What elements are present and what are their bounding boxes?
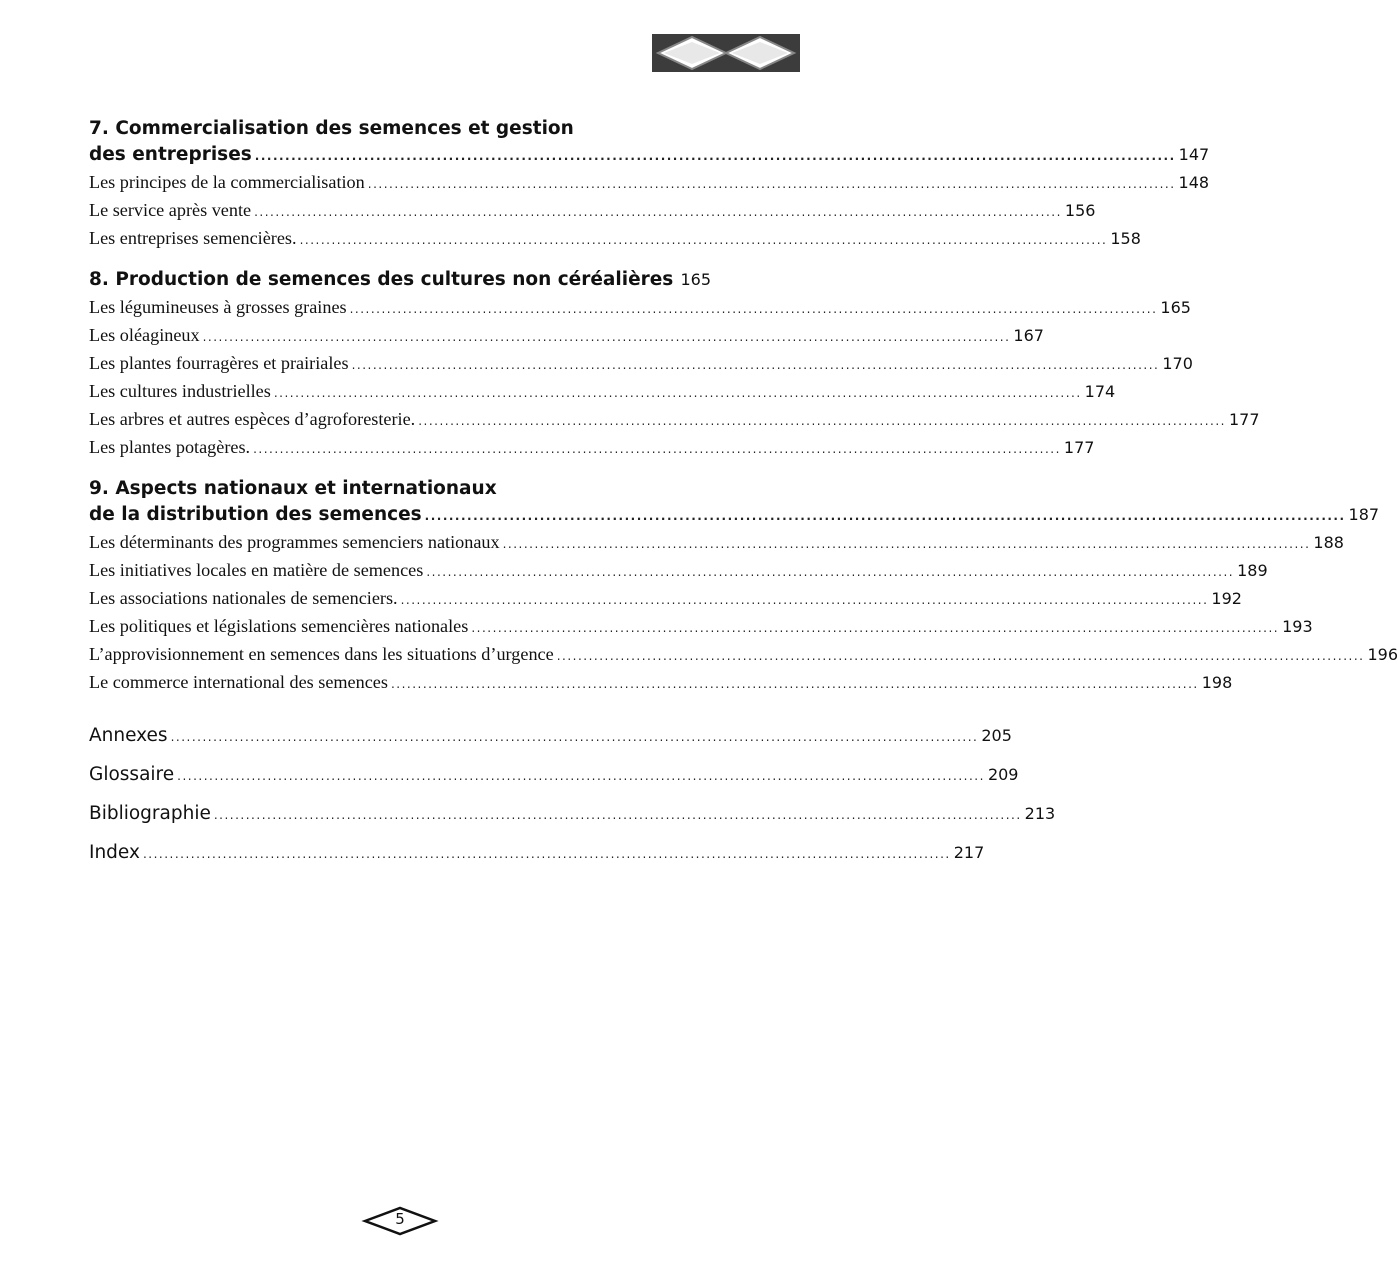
page-number-badge: [362, 1206, 438, 1236]
entry-label: Le commerce international des semences: [89, 672, 388, 692]
toc-entry[interactable]: [89, 378, 1116, 406]
toc-entry-annexes[interactable]: [89, 717, 1012, 756]
toc-entry[interactable]: [89, 322, 1044, 350]
page-number: 5: [395, 1210, 405, 1228]
dot-leader: ........................................................................................................................................................: [142, 847, 951, 861]
chapter-title: 8. Production de semences des cultures non céréalières: [89, 269, 674, 290]
toc-entry[interactable]: [89, 350, 1193, 378]
toc-entry[interactable]: [89, 294, 1191, 322]
entry-label: Les légumineuses à grosses graines: [89, 297, 347, 317]
dot-leader: ........................................................................................................................................................: [351, 358, 1160, 372]
chapter-title: des entreprises: [89, 144, 252, 165]
toc-entry[interactable]: [89, 169, 1210, 197]
chapter-title: 7. Commercialisation des semences et gestion: [89, 118, 574, 139]
page-ref: 196: [1367, 645, 1398, 664]
toc-entry-index[interactable]: [89, 834, 985, 873]
toc-entry[interactable]: [89, 585, 1242, 613]
dot-leader: ........................................................................................................................................................: [349, 302, 1158, 316]
chapter-8: [89, 267, 1260, 462]
dot-leader: [676, 268, 677, 294]
toc-entry[interactable]: [89, 406, 1260, 434]
page-ref: 217: [953, 843, 985, 862]
toc-entry[interactable]: [89, 267, 711, 294]
dot-leader: ........................................................................................................................................................: [400, 593, 1209, 607]
dot-leader: ........................................................................................................................................................: [418, 414, 1226, 428]
dot-leader: ........................................................................................................................................................: [273, 386, 1082, 400]
toc-entry[interactable]: [89, 669, 1233, 697]
corner-diamond-decoration: [652, 34, 800, 72]
dot-leader: ........................................................................................................................................................: [253, 442, 1061, 456]
chapter-9: [89, 476, 1398, 697]
dot-leader: ........................................................................................................................................................: [367, 177, 1176, 191]
dot-leader: ........................................................................................................................................................: [254, 149, 1176, 163]
chapter-title: de la distribution des semences: [89, 504, 422, 525]
page-ref: 213: [1024, 804, 1056, 823]
entry-label: Les plantes fourragères et prairiales: [89, 353, 349, 373]
page-ref: 189: [1237, 561, 1268, 580]
page-ref: 187: [1348, 505, 1380, 524]
page-ref: 147: [1178, 145, 1210, 164]
entry-label: Les initiatives locales en matière de semences: [89, 560, 424, 580]
entry-label: Les entreprises semencières.: [89, 228, 297, 248]
toc-entry[interactable]: [89, 529, 1344, 557]
page-ref: 198: [1201, 673, 1233, 692]
entry-label: Les politiques et législations semencières nationales: [89, 616, 469, 636]
entry-label: Les associations nationales de semenciers.: [89, 588, 398, 608]
dot-leader: ........................................................................................................................................................: [502, 537, 1311, 551]
page-ref: 188: [1313, 533, 1344, 552]
toc-entry[interactable]: [89, 641, 1398, 669]
chapter-7: [89, 116, 1210, 253]
page-ref: 158: [1110, 229, 1141, 248]
entry-label: Index: [89, 842, 140, 863]
toc-entry[interactable]: [89, 142, 1210, 169]
page-ref: 177: [1229, 410, 1260, 429]
entry-label: L’approvisionnement en semences dans les situations d’urgence: [89, 644, 554, 664]
entry-label: Les principes de la commercialisation: [89, 172, 365, 192]
dot-leader: ........................................................................................................................................................: [471, 621, 1280, 635]
page-ref: 209: [987, 765, 1019, 784]
page-ref: 148: [1178, 173, 1210, 192]
dot-leader: ........................................................................................................................................................: [254, 205, 1062, 219]
page-ref: 174: [1084, 382, 1116, 401]
entry-label: Le service après vente: [89, 200, 252, 220]
toc-entry[interactable]: [89, 197, 1096, 225]
dot-leader: ........................................................................................................................................................: [299, 233, 1108, 247]
dot-leader: ........................................................................................................................................................: [556, 649, 1365, 663]
entry-label: Les arbres et autres espèces d’agroforesterie.: [89, 409, 416, 429]
dot-leader: ........................................................................................................................................................: [390, 677, 1199, 691]
entry-label: Les cultures industrielles: [89, 381, 271, 401]
entry-label: Annexes: [89, 725, 168, 746]
toc-entry[interactable]: [89, 225, 1141, 253]
page-ref: 192: [1211, 589, 1242, 608]
entry-label: Glossaire: [89, 764, 175, 785]
toc-entry[interactable]: [89, 613, 1313, 641]
dot-leader: ........................................................................................................................................................: [177, 769, 985, 783]
chapter-title: 9. Aspects nationaux et internationaux: [89, 478, 497, 499]
page-ref: 167: [1013, 326, 1044, 345]
dot-leader: ........................................................................................................................................................: [213, 808, 1022, 822]
page-ref: 177: [1063, 438, 1095, 457]
page-ref: 170: [1162, 354, 1193, 373]
dot-leader: ........................................................................................................................................................: [170, 730, 979, 744]
toc-entry[interactable]: [89, 434, 1095, 462]
page-ref: 156: [1064, 201, 1096, 220]
dot-leader: ........................................................................................................................................................: [426, 565, 1235, 579]
entry-label: Les oléagineux: [89, 325, 200, 345]
toc-entry-glossaire[interactable]: [89, 756, 1019, 795]
page-ref: 165: [680, 270, 711, 289]
entry-label: Les plantes potagères.: [89, 437, 251, 457]
toc-entry[interactable]: [89, 502, 1380, 529]
entry-label: Les déterminants des programmes semenciers nationaux: [89, 532, 500, 552]
toc-entry[interactable]: [89, 557, 1268, 585]
toc-entry-bibliographie[interactable]: [89, 795, 1056, 834]
page-ref: 165: [1160, 298, 1191, 317]
dot-leader: ........................................................................................................................................................: [424, 509, 1346, 523]
page-ref: 205: [981, 726, 1012, 745]
entry-label: Bibliographie: [89, 803, 211, 824]
page-ref: 193: [1282, 617, 1313, 636]
dot-leader: ........................................................................................................................................................: [202, 330, 1011, 344]
table-of-contents: [89, 116, 1398, 873]
